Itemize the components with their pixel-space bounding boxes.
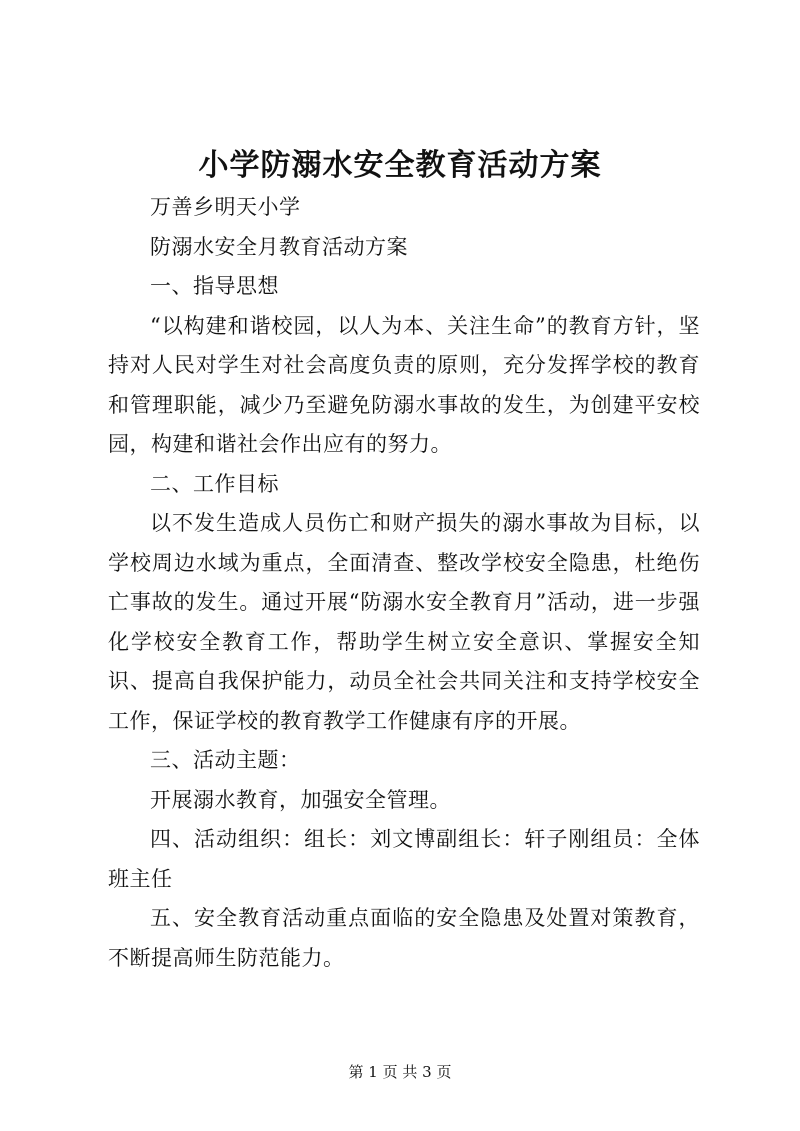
paragraph-guiding-ideology: “以构建和谐校园，以人为本、关注生命”的教育方针，坚持对人民对学生对社会高度负责的原则，充分发挥学校的教育和管理职能，减少乃至避免防溺水事故的发生，为创建平安校园，构建和谐社会作出应有的努力。	[108, 313, 700, 456]
document-body	[108, 188, 700, 978]
section-heading-work-goals: 二、工作目标	[150, 471, 279, 496]
paragraph-school-name: 万善乡明天小学	[150, 195, 301, 219]
section-heading-guiding-ideology: 一、指导思想	[150, 274, 279, 298]
document-title: 小学防溺水安全教育活动方案	[198, 148, 602, 183]
page-footer: 第 1 页 共 3 页	[348, 1063, 452, 1081]
paragraph-work-goals: 以不发生造成人员伤亡和财产损失的溺水事故为目标，以学校周边水域为重点，全面清查、整改学校安全隐患，杜绝伤亡事故的发生。通过开展“防溺水安全教育月”活动，进一步强化学校安全教育工作，帮助学生树立安全意识、掌握安全知识、提高自我保护能力，动员全社会共同关注和支持学校安全工作，保证学校的教育教学工作健康有序的开展。	[108, 511, 700, 733]
section-heading-activity-theme: 三、活动主题：	[150, 748, 301, 772]
paragraph-plan-name: 防溺水安全月教育活动方案	[150, 234, 408, 259]
paragraph-safety-education-focus: 五、安全教育活动重点面临的安全隐患及处置对策教育，不断提高师生防范能力。	[108, 906, 700, 970]
paragraph-activity-theme: 开展溺水教育，加强安全管理。	[150, 787, 451, 812]
paragraph-activity-organization: 四、活动组织：组长：刘文博副组长：轩子刚组员：全体班主任	[108, 827, 700, 891]
